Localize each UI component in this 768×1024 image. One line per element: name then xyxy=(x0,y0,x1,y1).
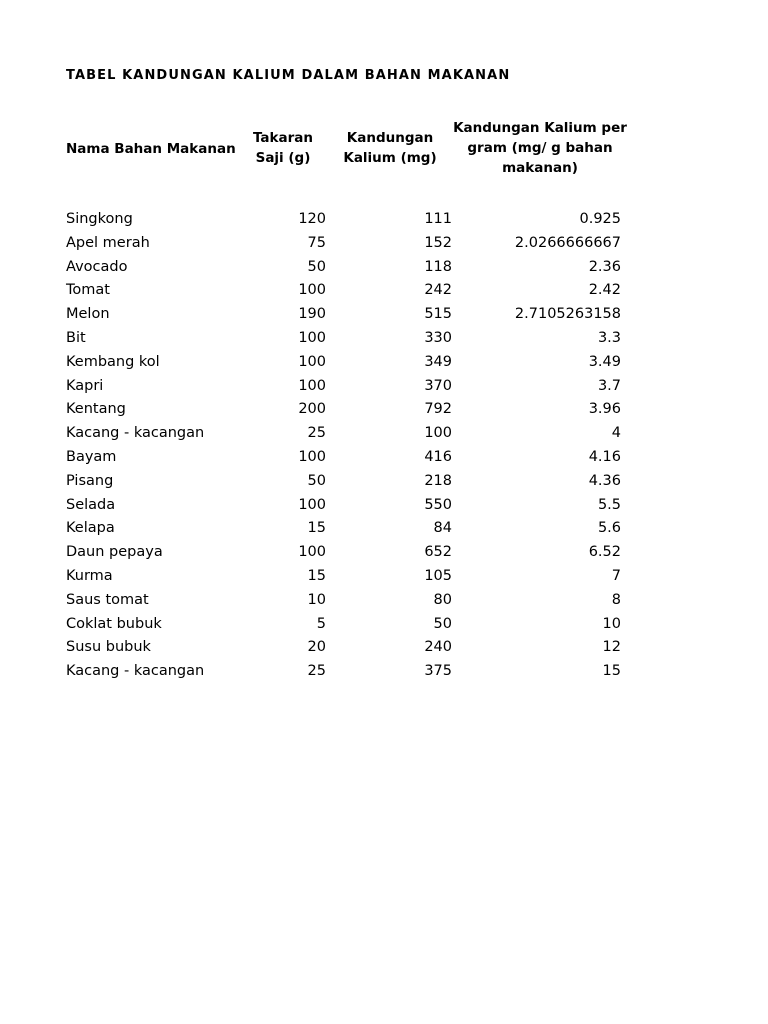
cell-takaran: 120 xyxy=(298,211,326,227)
cell-per-gram: 3.3 xyxy=(597,329,621,346)
cell-name: Susu bubuk xyxy=(66,639,151,656)
cell-per-gram: 15 xyxy=(602,663,621,680)
cell-takaran: 100 xyxy=(298,329,326,346)
cell-per-gram: 7 xyxy=(611,567,621,584)
cell-takaran: 100 xyxy=(298,448,326,465)
cell-kalium: 375 xyxy=(424,663,452,680)
column-header-per-gram: Kandungan Kalium per gram (mg/ g bahan makanan) xyxy=(453,120,627,176)
cell-name: Bit xyxy=(66,329,86,346)
cell-name: Apel merah xyxy=(66,234,150,251)
column-header-kandungan: Kandungan Kalium (mg) xyxy=(343,130,437,166)
cell-name: Avocado xyxy=(66,258,128,275)
cell-name: Kelapa xyxy=(66,520,115,537)
cell-kalium: 118 xyxy=(424,258,452,275)
cell-per-gram: 12 xyxy=(602,639,621,656)
cell-kalium: 111 xyxy=(424,211,452,227)
cell-kalium: 84 xyxy=(433,520,452,537)
table-row xyxy=(0,565,768,589)
table-row xyxy=(0,327,768,351)
cell-name: Kacang - kacangan xyxy=(66,663,205,680)
cell-name: Coklat bubuk xyxy=(66,615,162,632)
cell-takaran: 190 xyxy=(298,306,326,323)
cell-name: Kembang kol xyxy=(66,353,160,370)
cell-name: Daun pepaya xyxy=(66,544,163,561)
cell-per-gram: 5.6 xyxy=(597,520,621,537)
table-row xyxy=(0,541,768,565)
cell-name: Saus tomat xyxy=(66,591,149,608)
cell-name: Selada xyxy=(66,496,116,513)
cell-takaran: 200 xyxy=(298,401,326,418)
table-row xyxy=(0,398,768,422)
table-row xyxy=(0,613,768,637)
cell-takaran: 100 xyxy=(298,353,326,370)
cell-takaran: 15 xyxy=(307,567,326,584)
table-body xyxy=(0,208,768,684)
cell-takaran: 10 xyxy=(307,591,326,608)
cell-kalium: 370 xyxy=(424,377,452,394)
cell-name: Singkong xyxy=(66,211,133,227)
column-header-takaran: Takaran Saji (g) xyxy=(252,130,314,166)
cell-takaran: 50 xyxy=(307,472,326,489)
cell-takaran: 75 xyxy=(307,234,326,251)
table-row xyxy=(0,517,768,541)
cell-per-gram: 4.16 xyxy=(588,448,621,465)
cell-per-gram: 0.925 xyxy=(579,211,621,227)
table-row xyxy=(0,279,768,303)
cell-name: Kacang - kacangan xyxy=(66,425,205,442)
cell-kalium: 80 xyxy=(433,591,452,608)
cell-takaran: 100 xyxy=(298,282,326,299)
table-row xyxy=(0,494,768,518)
cell-name: Tomat xyxy=(66,282,110,299)
cell-per-gram: 2.0266666667 xyxy=(514,234,621,251)
cell-per-gram: 6.52 xyxy=(588,544,621,561)
cell-kalium: 330 xyxy=(424,329,452,346)
cell-name: Bayam xyxy=(66,448,117,465)
table-row xyxy=(0,470,768,494)
cell-takaran: 25 xyxy=(307,663,326,680)
table-row xyxy=(0,351,768,375)
cell-name: Melon xyxy=(66,306,110,323)
table-row xyxy=(0,636,768,660)
cell-takaran: 5 xyxy=(316,615,326,632)
cell-per-gram: 4 xyxy=(611,425,621,442)
cell-kalium: 515 xyxy=(424,306,452,323)
cell-per-gram: 3.96 xyxy=(588,401,621,418)
table-row xyxy=(0,375,768,399)
cell-kalium: 242 xyxy=(424,282,452,299)
cell-takaran: 100 xyxy=(298,496,326,513)
table-row xyxy=(0,446,768,470)
table-row xyxy=(0,256,768,280)
table-row xyxy=(0,589,768,613)
cell-per-gram: 8 xyxy=(611,591,621,608)
cell-takaran: 50 xyxy=(307,258,326,275)
cell-per-gram: 4.36 xyxy=(588,472,621,489)
cell-takaran: 15 xyxy=(307,520,326,537)
table-row xyxy=(0,303,768,327)
cell-name: Kurma xyxy=(66,567,113,584)
table-row xyxy=(0,660,768,684)
cell-per-gram: 3.49 xyxy=(588,353,621,370)
cell-per-gram: 3.7 xyxy=(597,377,621,394)
cell-takaran: 25 xyxy=(307,425,326,442)
cell-kalium: 550 xyxy=(424,496,452,513)
cell-name: Kentang xyxy=(66,401,126,418)
cell-takaran: 100 xyxy=(298,377,326,394)
cell-takaran: 100 xyxy=(298,544,326,561)
cell-per-gram: 2.42 xyxy=(588,282,621,299)
cell-kalium: 792 xyxy=(424,401,452,418)
cell-per-gram: 5.5 xyxy=(597,496,621,513)
table-row xyxy=(0,208,768,232)
document-title: TABEL KANDUNGAN KALIUM DALAM BAHAN MAKANAN xyxy=(66,68,511,83)
cell-name: Pisang xyxy=(66,472,114,489)
table-row xyxy=(0,422,768,446)
table-row xyxy=(0,232,768,256)
cell-kalium: 349 xyxy=(424,353,452,370)
cell-kalium: 652 xyxy=(424,544,452,561)
cell-per-gram: 2.36 xyxy=(588,258,621,275)
cell-kalium: 240 xyxy=(424,639,452,656)
cell-kalium: 100 xyxy=(424,425,452,442)
cell-name: Kapri xyxy=(66,377,104,394)
cell-kalium: 416 xyxy=(424,448,452,465)
cell-per-gram: 2.7105263158 xyxy=(514,306,621,323)
cell-kalium: 152 xyxy=(424,234,452,251)
cell-kalium: 50 xyxy=(433,615,452,632)
cell-kalium: 105 xyxy=(424,567,452,584)
cell-kalium: 218 xyxy=(424,472,452,489)
cell-per-gram: 10 xyxy=(602,615,621,632)
cell-takaran: 20 xyxy=(307,639,326,656)
column-header-name: Nama Bahan Makanan xyxy=(66,141,236,157)
